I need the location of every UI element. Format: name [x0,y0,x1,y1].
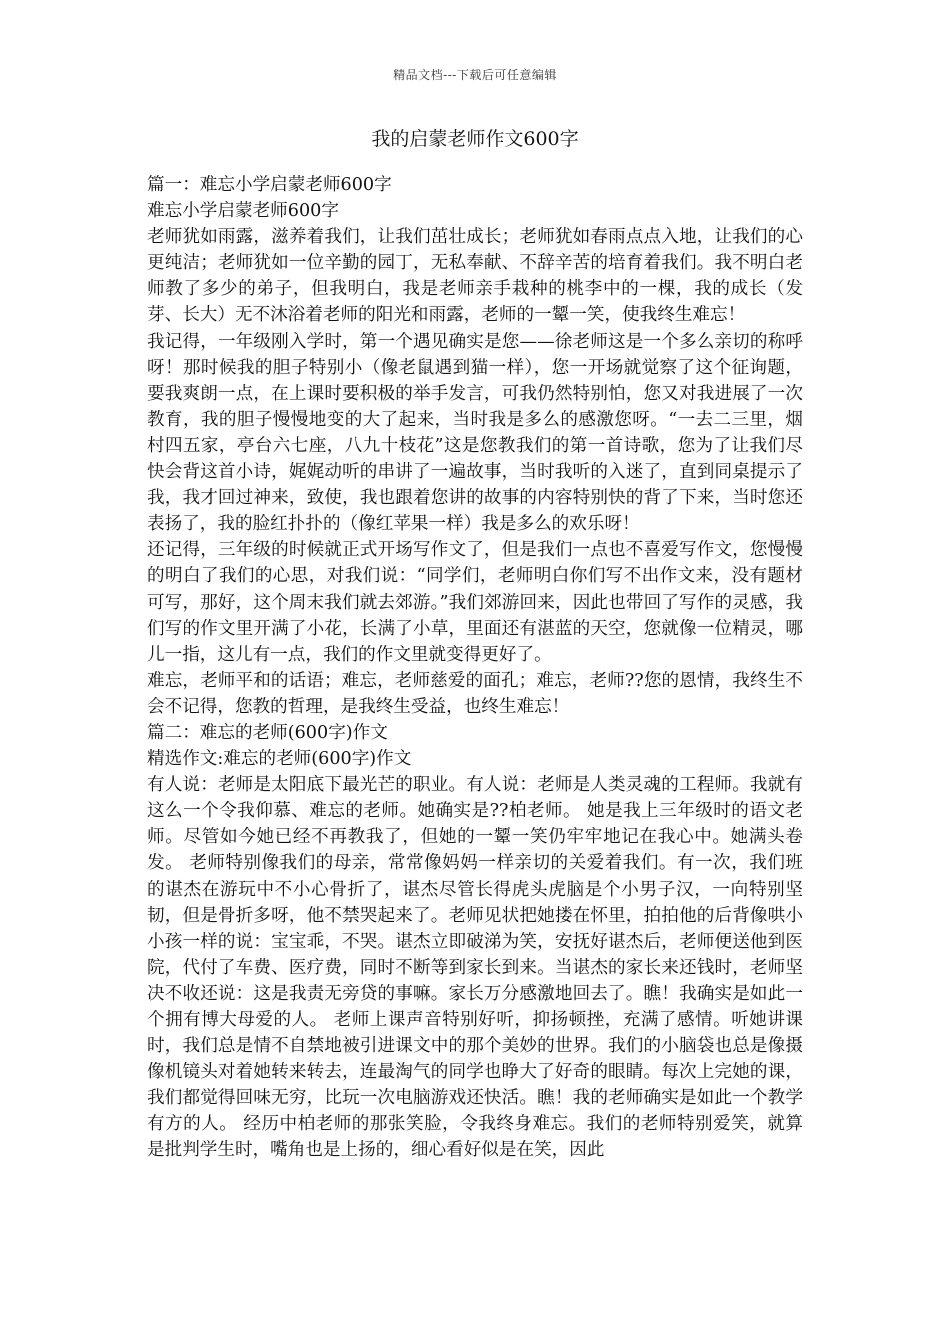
subheading-2: 精选作文:难忘的老师(600字)作文 [147,749,412,770]
document-title: 我的启蒙老师作文600字 [371,128,579,150]
page-header-note: 精品文档---下载后可任意编辑 [393,68,557,82]
section-heading-1: 篇一：难忘小学启蒙老师600字 [147,175,392,195]
paragraph: 我记得，一年级刚入学时，第一个遇见确实是您——徐老师这是一个多么亲切的称呼呀！那时候我的胆子特别小（像老鼠遇到猫一样），您一开场就觉察了这个征询题，要我爽朗一点，在上课时要积极的举手发言，可我仍然特别怕，您又对我进展了一次教育，我的胆子慢慢地变的大了起来，当时我是多么的感激您呀。“一去二三里，烟村四五家，亭台六七座，八九十枝花”这是您教我们的第一首诗歌，您为了让我们尽快会背这首小诗，娓娓动听的串讲了一遍故事，当时我听的入迷了，直到同桌提示了我，我才回过神来，致使，我也跟着您讲的故事的内容特别快的背了下来，当时您还表扬了，我的脸红扑扑的（像红苹果一样）我是多么的欢乐呀！ [147,331,803,535]
document-body [147,172,803,1164]
paragraph: 老师犹如雨露，滋养着我们，让我们茁壮成长；老师犹如春雨点点入地，让我们的心更纯洁；老师犹如一位辛勤的园丁，无私奉献、不辞辛苦的培育着我们。我不明白老师教了多少的弟子，但我明白，我是老师亲手栽种的桃李中的一棵，我的成长（发芽、长大）无不沐浴着老师的阳光和雨露，老师的一颦一笑，使我终生难忘！ [147,227,803,326]
paragraph: 还记得，三年级的时候就正式开场写作文了，但是我们一点也不喜爱写作文，您慢慢的明白了我们的心思，对我们说：“同学们，老师明白你们写不出作文来，没有题材可写，那好，这个周末我们就去郊游。”我们郊游回来，因此也带回了写作的灵感，我们写的作文里开满了小花，长满了小草，里面还有湛蓝的天空，您就像一位精灵，哪儿一指，这儿有一点，我们的作文里就变得更好了。 [147,540,803,665]
section-heading-2: 篇二：难忘的老师(600字)作文 [147,722,388,743]
paragraph: 难忘，老师平和的话语；难忘，老师慈爱的面孔；难忘，老师??您的恩情，我终生不会不记得，您教的哲理，是我终生受益，也终生难忘！ [147,670,803,717]
paragraph: 有人说：老师是太阳底下最光芒的职业。有人说：老师是人类灵魂的工程师。我就有这么一个令我仰慕、难忘的老师。她确实是??柏老师。 她是我上三年级时的语文老师。尽管如今她已经不再教我了，但她的一颦一笑仍牢牢地记在我心中。她满头卷发。 老师特别像我们的母亲，常常像妈妈一样亲切的关爱着我们。有一次，我们班的谌杰在游玩中不小心骨折了，谌杰尽管长得虎头虎脑是个小男子汉，一向特别坚韧，但是骨折多呀，他不禁哭起来了。老师见状把她搂在怀里，拍拍他的后背像哄小小孩一样的说：宝宝乖，不哭。谌杰立即破涕为笑，安抚好谌杰后，老师便送他到医院，代付了车费、医疗费，同时不断等到家长到来。当谌杰的家长来还钱时，老师坚决不收还说：这是我责无旁贷的事嘛。家长万分感激地回去了。瞧！我确实是如此一个拥有博大母爱的人。 老师上课声音特别好听，抑扬顿挫，充满了感情。听她讲课时，我们总是情不自禁地被引进课文中的那个美妙的世界。我们的小脑袋也总是像摄像机镜头对着她转来转去，连最淘气的同学也睁大了好奇的眼睛。每次上完她的课，我们都觉得回味无穷，比玩一次电脑游戏还快活。瞧！我的老师确实是如此一个教学有方的人。 经历中柏老师的那张笑脸，令我终身难忘。我们的老师特别爱笑，就算是批判学生时，嘴角也是上扬的，细心看好似是在笑，因此 [147,775,803,1161]
subheading-1: 难忘小学启蒙老师600字 [147,201,339,222]
